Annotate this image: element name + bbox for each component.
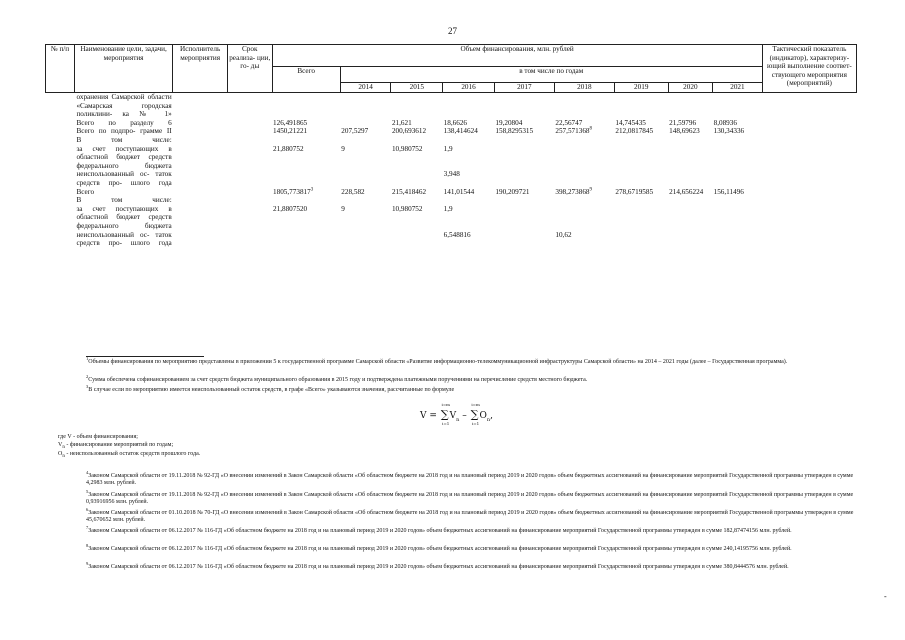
row-year-value [494, 205, 554, 231]
row-year-value [554, 136, 614, 145]
table-row [46, 93, 857, 119]
row-year-value [713, 231, 763, 248]
row-year-value [668, 127, 712, 136]
row-year-value [554, 127, 614, 136]
header-num: № п/п [46, 45, 75, 93]
row-year-value [391, 231, 443, 248]
row-indicator [762, 170, 856, 187]
row-total-value: 126,491865 [273, 118, 308, 127]
header-total: Всего [272, 67, 340, 93]
row-term [228, 136, 272, 145]
header-year: 2017 [494, 83, 554, 93]
header-year: 2018 [554, 83, 614, 93]
row-num [46, 188, 75, 197]
row-executor [173, 119, 228, 128]
row-year-value [494, 93, 554, 119]
table-row [46, 188, 857, 197]
row-total [272, 231, 340, 248]
row-indicator [762, 119, 856, 128]
row-year-value [554, 196, 614, 205]
row-total [272, 188, 340, 197]
row-year-value [494, 145, 554, 171]
row-year-value [340, 127, 391, 136]
row-year-value [443, 170, 495, 187]
row-name: Всего [76, 187, 95, 196]
row-name: неиспользованный ос- таток средств про- шлого года [76, 170, 172, 187]
row-year-value [554, 205, 614, 231]
row-year-value [391, 93, 443, 119]
row-num [46, 231, 75, 248]
row-year-value [443, 188, 495, 197]
row-year-value [668, 188, 712, 197]
year-value: 398,273868 [555, 187, 590, 196]
year-value: 278,6719585 [615, 187, 654, 196]
row-name: неиспользованный ос- таток средств про- шлого года [76, 230, 172, 248]
footnote-3: $^3$В случае если по мероприятию имеется неиспользованный остаток средств, в графе «Всего» указываются значения, рассчитанные по формуле [86, 384, 455, 393]
header-executor: Исполнитель мероприятия [173, 45, 228, 93]
financing-table [45, 44, 857, 248]
row-year-value [554, 170, 614, 187]
row-total-value: 21,880752 [273, 144, 304, 153]
year-value: 138,414624 [443, 127, 478, 136]
row-executor [173, 127, 228, 136]
footnote-6: $^6$Законом Самарской области от 01.10.2018 № 70-ГД «О внесении изменений в Закон Самарской области «Об областном бюджете на 2018 год и на плановый период 2019 и 2020 годов» объем бюджетных ассигнований на финансирование мероприятий Государственной программы утвержден в сумме 45,670652 млн. рублей. [86, 507, 854, 524]
row-year-value [494, 188, 554, 197]
row-num [46, 145, 75, 171]
header-year: 2021 [713, 83, 763, 93]
row-total [272, 170, 340, 187]
footnote-5: $^5$Законом Самарской области от 19.11.2018 № 92-ГД «О внесении изменений в Закон Самарской области «Об областном бюджете на 2018 год и на плановый период 2019 и 2020 годов» объем бюджетных ассигнований на финансирование мероприятий Государственной программы утвержден в сумме 0,93916956 млн. рублей. [86, 489, 854, 506]
table-row [46, 170, 857, 187]
row-name: охранения Самарской области «Самарская городская поликлини- ка № 1» [76, 93, 172, 119]
row-year-value [668, 136, 712, 145]
row-year-value [668, 231, 712, 248]
year-value: 21,59796 [669, 118, 697, 127]
row-term [228, 93, 272, 119]
year-value: 257,571368 [555, 127, 590, 136]
row-term [228, 196, 272, 205]
row-year-value [668, 196, 712, 205]
table-row [46, 127, 857, 136]
row-executor [173, 93, 228, 119]
row-year-value [340, 231, 391, 248]
row-year-value [668, 119, 712, 128]
row-year-value [713, 205, 763, 231]
year-value: 215,418462 [391, 187, 427, 196]
row-year-value [614, 188, 668, 197]
header-by-years: в том числе по годам [340, 67, 762, 83]
table-row [46, 231, 857, 248]
row-year-value [554, 188, 614, 197]
row-total [272, 145, 340, 171]
year-value: 1,9 [443, 144, 453, 153]
year-value: 22,56747 [555, 118, 583, 127]
year-value: 9 [341, 144, 345, 153]
footnote-separator [86, 356, 204, 357]
formula-where-v: где V - объем финансирования; [58, 434, 138, 440]
row-year-value [494, 231, 554, 248]
year-value: 200,693612 [391, 127, 427, 136]
footnote-1: $^1$Объемы финансирования по мероприятию представлены в приложении 5 к государственной программе Самарской области «Развитие информационно-телекоммуникационной инфраструктуры Самарской области» на 2014 – 2021 годы (далее – Государственная программа). [86, 356, 788, 365]
row-executor [173, 231, 228, 248]
row-indicator [762, 127, 856, 136]
year-value: 10,980752 [391, 204, 423, 213]
footnote-2: $^2$Сумма обеспечена софинансированием за счет средств бюджета муниципального образования в 2015 году и подтверждена платежными поручениями на перечисление средств местного бюджета. [86, 374, 588, 383]
row-name: В том числе: [76, 135, 172, 144]
year-footnote-ref: 9 [589, 187, 592, 193]
row-year-value [443, 231, 495, 248]
row-num [46, 205, 75, 231]
row-year-value [668, 205, 712, 231]
row-year-value [340, 170, 391, 187]
row-name: Всего по разделу 6 [76, 118, 172, 127]
row-name: за счет поступающих в областной бюджет средств федерального бюджета [76, 204, 172, 230]
row-term [228, 119, 272, 128]
year-value: 228,582 [341, 187, 365, 196]
row-year-value [391, 188, 443, 197]
year-value: 158,8295315 [495, 127, 534, 136]
row-year-value [713, 119, 763, 128]
row-year-value [443, 196, 495, 205]
row-year-value [713, 170, 763, 187]
row-indicator [762, 188, 856, 197]
row-year-value [391, 136, 443, 145]
header-name: Наименование цели, задачи, мероприятия [74, 45, 172, 93]
year-value: 19,20804 [495, 118, 523, 127]
year-value: 1,9 [443, 204, 453, 213]
row-executor [173, 196, 228, 205]
row-num [46, 127, 75, 136]
year-value: 18,6626 [443, 118, 468, 127]
header-funding: Объем финансирования, млн. рублей [272, 45, 762, 67]
row-total-value: 21,8807520 [273, 204, 308, 213]
year-value: 130,34336 [713, 127, 745, 136]
row-year-value [443, 119, 495, 128]
row-year-value [554, 93, 614, 119]
row-num [46, 170, 75, 187]
row-num [46, 93, 75, 119]
row-year-value [614, 196, 668, 205]
row-year-value [713, 196, 763, 205]
row-executor [173, 145, 228, 171]
row-term [228, 205, 272, 231]
row-year-value [340, 188, 391, 197]
footnote-9: $^9$Законом Самарской области от 06.12.2017 № 116-ГД «Об областном бюджете на 2018 год и на плановый период 2019 и 2020 годов» объем бюджетных ассигнований на финансирование мероприятий Государственной программы утвержден в сумме 380,8444576 млн. рублей. [86, 561, 789, 570]
year-footnote-ref: 8 [589, 126, 592, 132]
table-row [46, 145, 857, 171]
row-year-value [614, 136, 668, 145]
row-term [228, 145, 272, 171]
row-year-value [494, 196, 554, 205]
table-row [46, 136, 857, 145]
formula-where-on: $O_n$ - неиспользованный остаток средств прошлого года. [58, 451, 201, 460]
row-num [46, 196, 75, 205]
row-total [272, 136, 340, 145]
row-year-value [494, 136, 554, 145]
table-row [46, 205, 857, 231]
row-year-value [340, 119, 391, 128]
year-value: 10,62 [555, 230, 572, 239]
row-total-value: 1450,21221 [273, 127, 308, 136]
row-term [228, 170, 272, 187]
row-executor [173, 136, 228, 145]
row-year-value [494, 170, 554, 187]
row-year-value [443, 127, 495, 136]
row-year-value [614, 231, 668, 248]
page-number: 27 [448, 26, 457, 36]
row-total [272, 93, 340, 119]
table-row [46, 119, 857, 128]
row-year-value [668, 170, 712, 187]
row-year-value [443, 136, 495, 145]
row-num [46, 119, 75, 128]
row-year-value [340, 196, 391, 205]
year-value: 190,209721 [495, 187, 530, 196]
header-indicator: Тактический показатель (индикатор), характеризу- ющий выполнение соответ- ствующего мероприятия (мероприятий) [762, 45, 856, 93]
row-year-value [614, 170, 668, 187]
row-year-value [340, 93, 391, 119]
row-year-value [713, 145, 763, 171]
row-year-value [713, 127, 763, 136]
row-year-value [340, 136, 391, 145]
row-total-footnote-ref: 3 [310, 187, 314, 193]
header-term: Срок реализа- ции, го- ды [228, 45, 272, 93]
row-indicator [762, 93, 856, 119]
row-year-value [614, 119, 668, 128]
row-year-value [391, 145, 443, 171]
year-value: 207,5297 [341, 127, 369, 136]
row-indicator [762, 145, 856, 171]
row-term [228, 188, 272, 197]
row-year-value [614, 205, 668, 231]
row-executor [173, 205, 228, 231]
row-total-value: 1805,773817 [273, 187, 311, 196]
year-value: 141,01544 [443, 187, 475, 196]
header-year: 2014 [340, 83, 391, 93]
year-value: 10,980752 [391, 144, 423, 153]
row-indicator [762, 196, 856, 205]
year-value: 21,621 [391, 118, 412, 127]
row-year-value [391, 170, 443, 187]
row-year-value [554, 145, 614, 171]
year-value: 8,08936 [713, 118, 737, 127]
footnote-4: $^4$Законом Самарской области от 19.11.2018 № 92-ГД «О внесении изменений в Закон Самарской области «Об областном бюджете на 2018 год и на плановый период 2019 и 2020 годов» объем бюджетных ассигнований на финансирование мероприятий Государственной программы утвержден в сумме 4,2983 млн. рублей. [86, 470, 854, 487]
row-total [272, 119, 340, 128]
row-term [228, 231, 272, 248]
row-year-value [614, 93, 668, 119]
row-year-value [340, 145, 391, 171]
row-year-value [443, 205, 495, 231]
row-year-value [494, 119, 554, 128]
year-value: 156,11496 [713, 187, 744, 196]
formula: V = ∑ i=m i=1 $V_n$ – ∑ i=m i=1 $O_n$, [420, 402, 493, 426]
year-value: 214,656224 [669, 187, 704, 196]
row-total [272, 127, 340, 136]
row-year-value [443, 93, 495, 119]
row-year-value [391, 127, 443, 136]
year-value: 14,745435 [615, 118, 646, 127]
year-value: 3,948 [443, 170, 460, 179]
year-value: 148,69623 [669, 127, 700, 136]
year-value: 6,548816 [443, 230, 471, 239]
header-year: 2020 [668, 83, 712, 93]
row-indicator [762, 136, 856, 145]
row-executor [173, 170, 228, 187]
row-year-value [668, 145, 712, 171]
row-total [272, 205, 340, 231]
row-total [272, 196, 340, 205]
row-year-value [614, 127, 668, 136]
row-term [228, 127, 272, 136]
row-year-value [713, 136, 763, 145]
row-year-value [713, 188, 763, 197]
footnote-7: $^7$Законом Самарской области от 06.12.2017 № 116-ГД «Об областном бюджете на 2018 год и на плановый период 2019 и 2020 годов» объем бюджетных ассигнований на финансирование мероприятий Государственной программы утвержден в сумме 182,87474156 млн. рублей. [86, 525, 792, 534]
row-name: за счет поступающих в областной бюджет средств федерального бюджета [76, 144, 172, 170]
row-year-value [391, 196, 443, 205]
row-year-value [554, 231, 614, 248]
row-year-value [494, 127, 554, 136]
margin-mark: - [884, 592, 887, 601]
row-indicator [762, 231, 856, 248]
header-year: 2015 [391, 83, 443, 93]
year-value: 212,0817845 [615, 127, 654, 136]
row-year-value [668, 93, 712, 119]
row-name: В том числе: [76, 196, 172, 205]
row-num [46, 136, 75, 145]
row-executor [173, 188, 228, 197]
header-year: 2019 [614, 83, 668, 93]
table-row [46, 196, 857, 205]
row-name: Всего по подпро- грамме II [76, 127, 172, 136]
row-year-value [340, 205, 391, 231]
row-year-value [391, 205, 443, 231]
row-year-value [614, 145, 668, 171]
row-year-value [713, 93, 763, 119]
row-year-value [391, 119, 443, 128]
row-year-value [443, 145, 495, 171]
footnote-8: $^8$Законом Самарской области от 06.12.2017 № 116-ГД «Об областном бюджете на 2018 год и на плановый период 2019 и 2020 годов» объем бюджетных ассигнований на финансирование мероприятий Государственной программы утвержден в сумме 240,14195756 млн. рублей. [86, 543, 792, 552]
row-indicator [762, 205, 856, 231]
header-year: 2016 [443, 83, 495, 93]
year-value: 9 [341, 204, 345, 213]
formula-where-vn: $V_n$ - финансирование мероприятий по годам; [58, 442, 174, 451]
